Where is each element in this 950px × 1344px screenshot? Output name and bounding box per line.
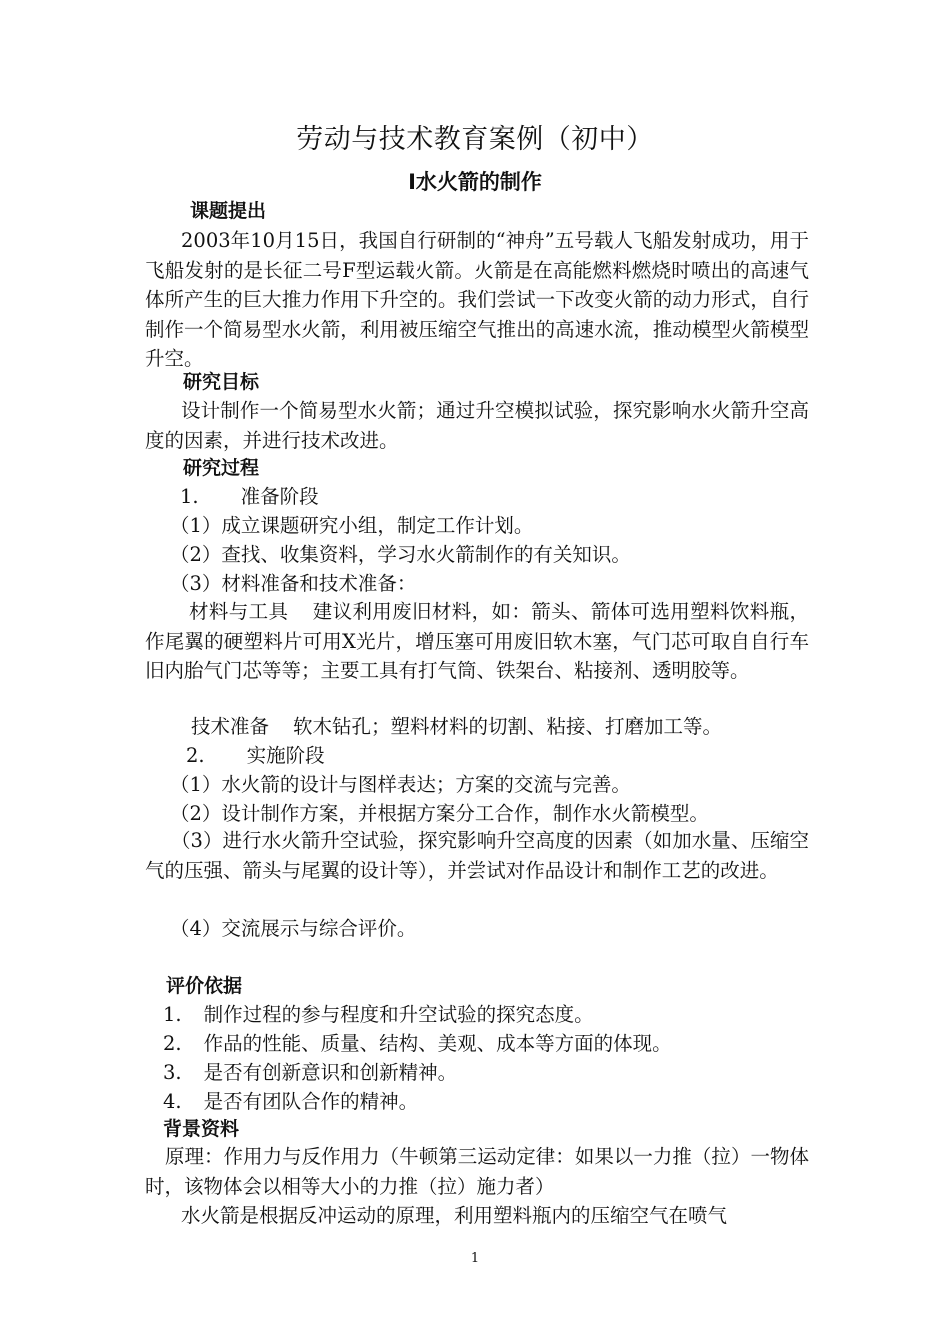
stage1-number: 1. [180,485,199,508]
stage2-item-2: （2）设计制作方案，并根据方案分工合作，制作水火箭模型。 [170,802,709,825]
section-heading-background: 背景资料 [163,1118,240,1140]
goal-paragraph: 设计制作一个简易型水火箭；通过升空模拟试验，探究影响水火箭升空高度的因素，并进行技术改进。 [145,399,809,452]
stage1-item-3: （3）材料准备和技术准备： [170,572,417,595]
section-heading-process: 研究过程 [183,457,260,479]
stage2-item-4: （4）交流展示与综合评价。 [170,917,417,940]
stage2-item-3: （3）进行水火箭升空试验，探究影响升空高度的因素（如加水量、压缩空气的压强、箭头与尾翼的设计等），并尝试对作品设计和制作工艺的改进。 [145,829,809,882]
tech-line [191,712,722,741]
materials-text: 建议利用废旧材料，如：箭头、箭体可选用塑料饮料瓶，作尾翼的硬塑料片可用X光片，增压塞可用废旧软木塞，气门芯可取自自行车旧内胎气门芯等等；主要工具有打气筒、铁架台、粘接剂、透明胶等。 [145,600,809,683]
tech-label: 技术准备 [191,715,270,738]
section-heading-goal: 研究目标 [183,371,260,393]
stage1-item-2: （2）查找、收集资料，学习水火箭制作的有关知识。 [170,543,631,566]
background-principle: 原理：作用力与反作用力（牛顿第三运动定律：如果以一力推（拉）一物体时，该物体会以相等大小的力推（拉）施力者） [145,1145,809,1198]
tech-text: 软木钻孔；塑料材料的切割、粘接、打磨加工等。 [293,715,723,738]
document-title: 劳动与技术教育案例（初中） [296,124,654,155]
eval-item: 3. 是否有创新意识和创新精神。 [163,1061,458,1084]
background-paragraph: 水火箭是根据反冲运动的原理，利用塑料瓶内的压缩空气在喷气 [181,1204,728,1227]
document-subtitle: Ⅰ水火箭的制作 [408,170,542,194]
stage2-item-1: （1）水火箭的设计与图样表达；方案的交流与完善。 [170,773,631,796]
materials-paragraph [145,597,809,686]
stage1-label: 准备阶段 [240,485,319,508]
stage2-number: 2. [186,744,205,767]
materials-label: 材料与工具 [189,600,289,623]
eval-item: 1. 制作过程的参与程度和升空试验的探究态度。 [163,1003,594,1026]
eval-item: 4. 是否有团队合作的精神。 [163,1090,419,1113]
stage1-line [180,482,319,511]
stage2-line [186,741,325,770]
stage2-label: 实施阶段 [246,744,325,767]
topic-paragraph: 2003年10月15日，我国自行研制的“神舟”五号载人飞船发射成功，用于飞船发射的是长征二号F型运载火箭。火箭是在高能燃料燃烧时喷出的高速气体所产生的巨大推力作用下升空的。我们尝试一下改变火箭的动力形式，自行制作一个简易型水火箭，利用被压缩空气推出的高速水流，推动模型火箭模型升空。 [145,229,809,371]
section-heading-evaluation: 评价依据 [166,975,243,997]
page-number: 1 [470,1251,480,1266]
eval-item: 2. 作品的性能、质量、结构、美观、成本等方面的体现。 [163,1032,672,1055]
section-heading-topic: 课题提出 [190,200,267,222]
stage1-item-1: （1）成立课题研究小组，制定工作计划。 [170,514,534,537]
